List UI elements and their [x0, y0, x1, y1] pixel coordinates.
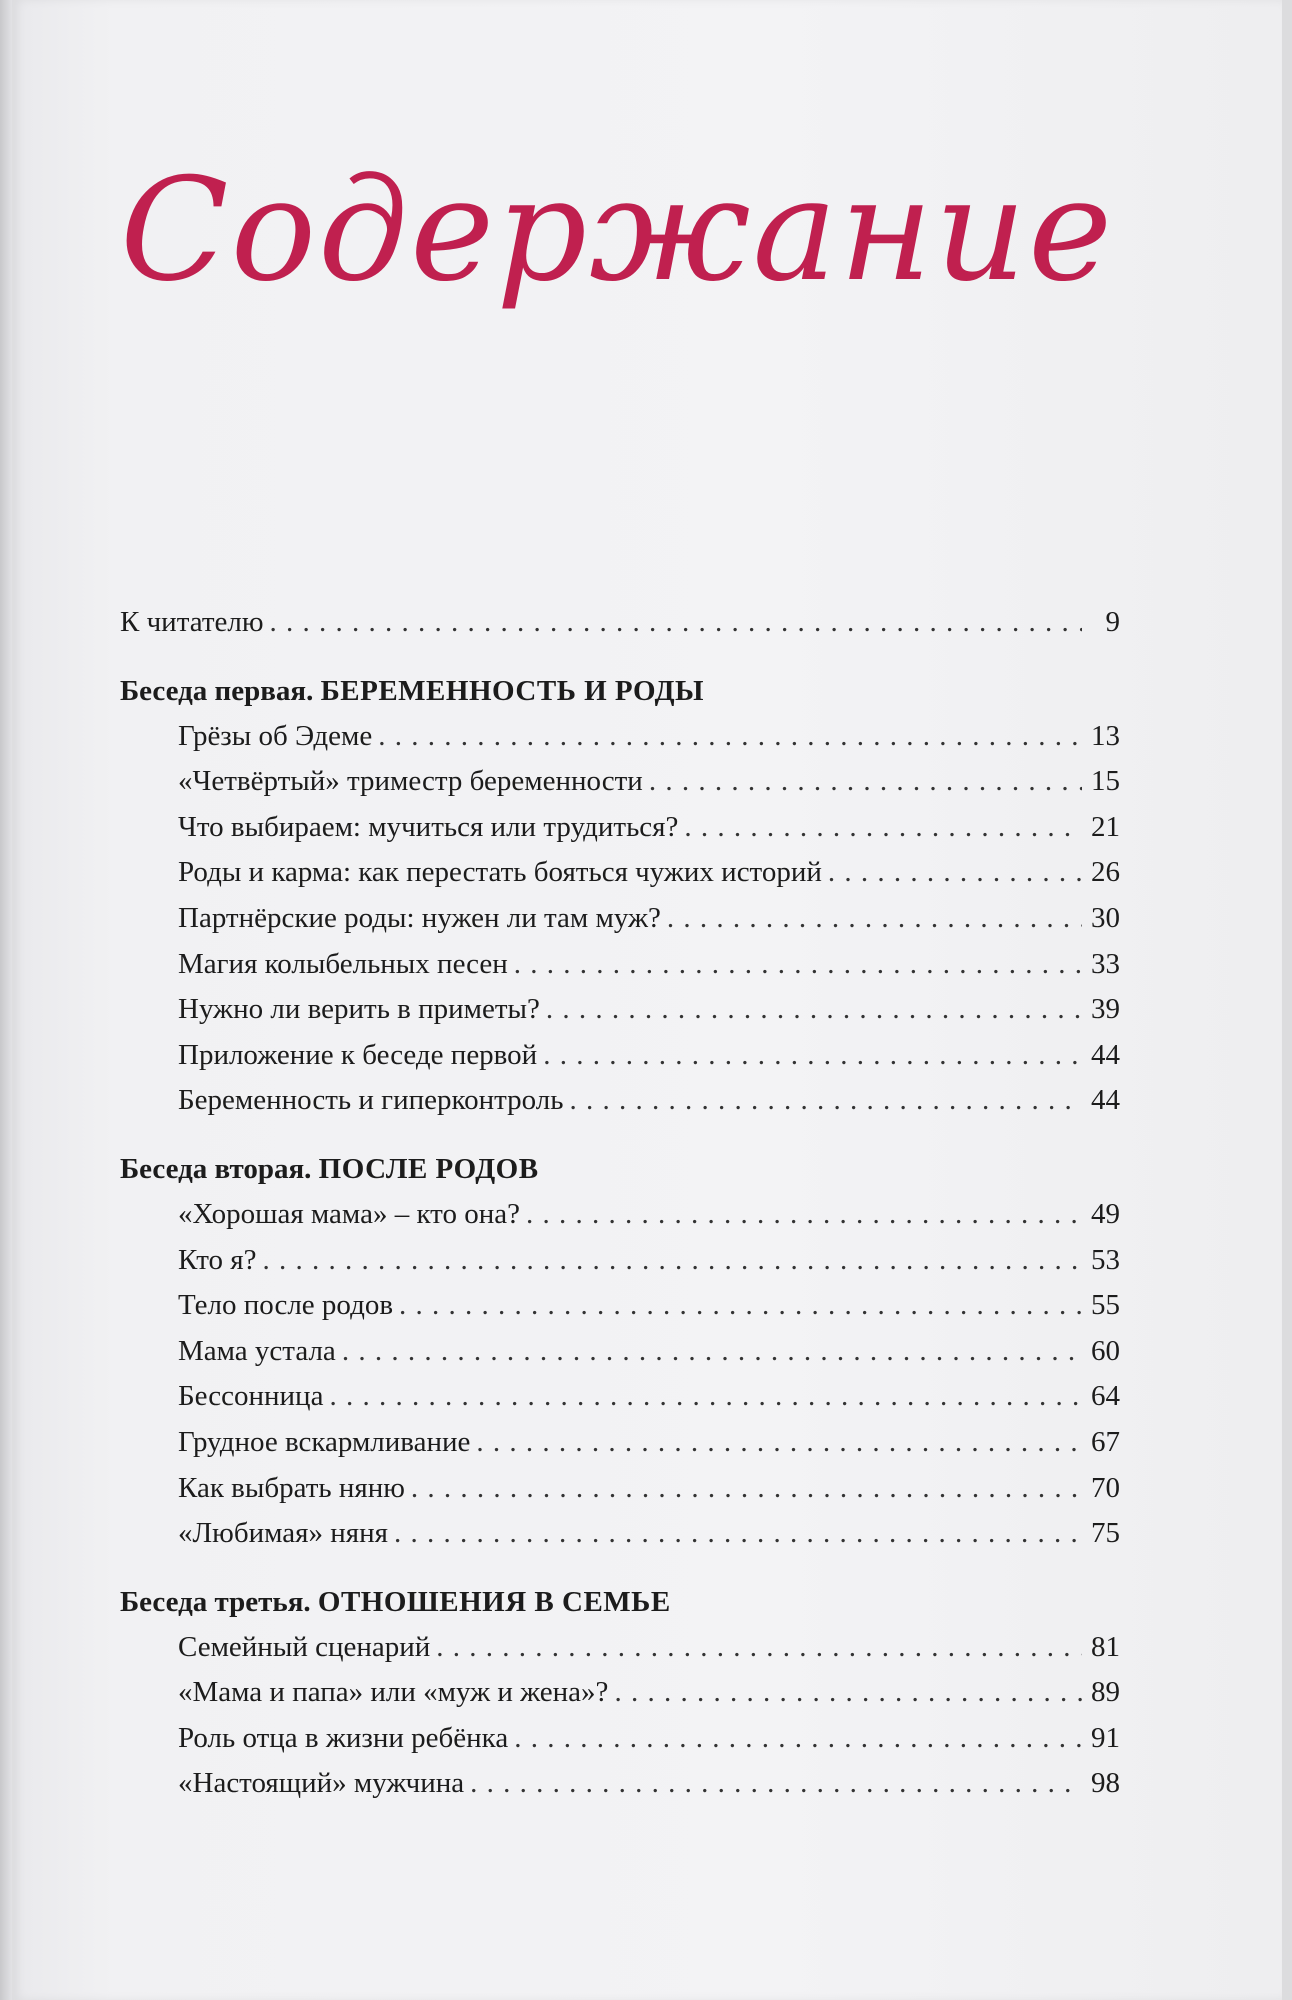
toc-entry[interactable]	[120, 1716, 1120, 1762]
toc-entry[interactable]	[120, 1329, 1120, 1375]
dot-leader	[436, 1625, 1082, 1671]
toc-entry-page: 39	[1091, 993, 1120, 1026]
section-heading-1[interactable]	[120, 668, 1120, 714]
toc-entry[interactable]	[120, 714, 1120, 760]
page-title: Содержание	[120, 148, 1115, 313]
section-prefix: Беседа третья.	[120, 1585, 311, 1618]
section-prefix: Беседа вторая.	[120, 1152, 312, 1185]
dot-leader	[476, 1420, 1082, 1466]
toc-entry-page: 44	[1091, 1084, 1120, 1117]
toc-entry-label: «Любимая» няня	[178, 1517, 388, 1550]
dot-leader	[514, 1716, 1082, 1762]
toc-entry-page: 89	[1091, 1676, 1120, 1709]
toc-entry-label: Роды и карма: как перестать бояться чужих историй	[178, 856, 822, 889]
table-of-contents	[120, 600, 1120, 1807]
section-title: БЕРЕМЕННОСТЬ И РОДЫ	[320, 674, 705, 707]
dot-leader	[514, 942, 1082, 988]
toc-entry-page: 98	[1091, 1767, 1120, 1800]
page-edge	[0, 0, 12, 2000]
dot-leader	[543, 1033, 1082, 1079]
section-prefix: Беседа первая.	[120, 674, 314, 707]
dot-leader	[667, 896, 1082, 942]
toc-entry-label: «Мама и папа» или «муж и жена»?	[178, 1676, 609, 1709]
toc-entry-page: 15	[1091, 765, 1120, 798]
toc-entry-intro[interactable]	[120, 600, 1120, 646]
toc-entry[interactable]	[120, 1033, 1120, 1079]
toc-entry-label: Магия колыбельных песен	[178, 947, 508, 980]
toc-entry[interactable]	[120, 1511, 1120, 1557]
dot-leader	[569, 1078, 1082, 1124]
toc-entry-label: Мама устала	[178, 1334, 336, 1367]
toc-entry-label: Нужно ли верить в приметы?	[178, 993, 540, 1026]
dot-leader	[411, 1466, 1082, 1512]
toc-entry-label: К читателю	[120, 606, 264, 638]
toc-entry-label: Грёзы об Эдеме	[178, 719, 373, 752]
section-title: ОТНОШЕНИЯ В СЕМЬЕ	[317, 1585, 671, 1618]
toc-entry[interactable]	[120, 1283, 1120, 1329]
dot-leader	[263, 1238, 1083, 1284]
toc-entry[interactable]	[120, 987, 1120, 1033]
toc-entry[interactable]	[120, 1078, 1120, 1124]
toc-entry-page: 60	[1091, 1334, 1120, 1367]
toc-entry-page: 9	[1105, 606, 1120, 638]
toc-entry[interactable]	[120, 1374, 1120, 1420]
dot-leader	[684, 805, 1082, 851]
toc-entry-label: Тело после родов	[178, 1289, 394, 1322]
toc-entry-label: Приложение к беседе первой	[178, 1038, 538, 1071]
toc-entry[interactable]	[120, 942, 1120, 988]
dot-leader	[649, 759, 1082, 805]
toc-entry-page: 21	[1091, 810, 1120, 843]
toc-entry-label: «Хорошая мама» – кто она?	[178, 1197, 520, 1230]
toc-entry-page: 75	[1091, 1517, 1120, 1550]
toc-entry-label: Бессонница	[178, 1380, 324, 1413]
toc-entry[interactable]	[120, 1420, 1120, 1466]
toc-entry[interactable]	[120, 1670, 1120, 1716]
dot-leader	[329, 1374, 1082, 1420]
toc-entry-label: Беременность и гиперконтроль	[178, 1084, 564, 1117]
dot-leader	[394, 1511, 1082, 1557]
toc-entry-label: Роль отца в жизни ребёнка	[178, 1721, 509, 1754]
toc-entry-page: 53	[1091, 1243, 1120, 1276]
book-page	[12, 0, 1282, 2000]
toc-entry-label: Кто я?	[178, 1243, 257, 1276]
dot-leader	[828, 850, 1082, 896]
toc-entry-page: 70	[1091, 1471, 1120, 1504]
toc-entry-page: 13	[1091, 719, 1120, 752]
section-title: ПОСЛЕ РОДОВ	[318, 1152, 539, 1185]
section-heading-2[interactable]	[120, 1146, 1120, 1192]
toc-entry-page: 64	[1091, 1380, 1120, 1413]
toc-entry-page: 81	[1091, 1630, 1120, 1663]
toc-entry[interactable]	[120, 1466, 1120, 1512]
toc-entry-page: 49	[1091, 1197, 1120, 1230]
toc-entry-label: «Четвёртый» триместр беременности	[178, 765, 643, 798]
toc-entry-label: Что выбираем: мучиться или трудиться?	[178, 810, 679, 843]
toc-entry[interactable]	[120, 850, 1120, 896]
toc-entry-page: 55	[1091, 1289, 1120, 1322]
toc-entry-page: 44	[1091, 1038, 1120, 1071]
toc-entry-page: 30	[1091, 901, 1120, 934]
dot-leader	[342, 1329, 1082, 1375]
toc-entry[interactable]	[120, 759, 1120, 805]
dot-leader	[470, 1761, 1082, 1807]
toc-entry[interactable]	[120, 896, 1120, 942]
toc-entry[interactable]	[120, 1761, 1120, 1807]
toc-entry-label: «Настоящий» мужчина	[178, 1767, 465, 1800]
dot-leader	[546, 987, 1082, 1033]
toc-entry[interactable]	[120, 805, 1120, 851]
toc-entry-label: Партнёрские роды: нужен ли там муж?	[178, 901, 661, 934]
toc-entry[interactable]	[120, 1238, 1120, 1284]
section-heading-3[interactable]	[120, 1579, 1120, 1625]
dot-leader	[399, 1283, 1082, 1329]
toc-entry-label: Грудное вскармливание	[178, 1425, 471, 1458]
toc-entry-page: 33	[1091, 947, 1120, 980]
dot-leader	[526, 1192, 1082, 1238]
toc-entry-page: 91	[1091, 1721, 1120, 1754]
toc-entry-page: 26	[1091, 856, 1120, 889]
dot-leader	[378, 714, 1082, 760]
toc-entry-label: Как выбрать няню	[178, 1471, 405, 1504]
toc-entry-label: Семейный сценарий	[178, 1630, 431, 1663]
toc-entry[interactable]	[120, 1625, 1120, 1671]
dot-leader	[270, 600, 1082, 646]
toc-entry[interactable]	[120, 1192, 1120, 1238]
dot-leader	[614, 1670, 1082, 1716]
toc-entry-page: 67	[1091, 1425, 1120, 1458]
